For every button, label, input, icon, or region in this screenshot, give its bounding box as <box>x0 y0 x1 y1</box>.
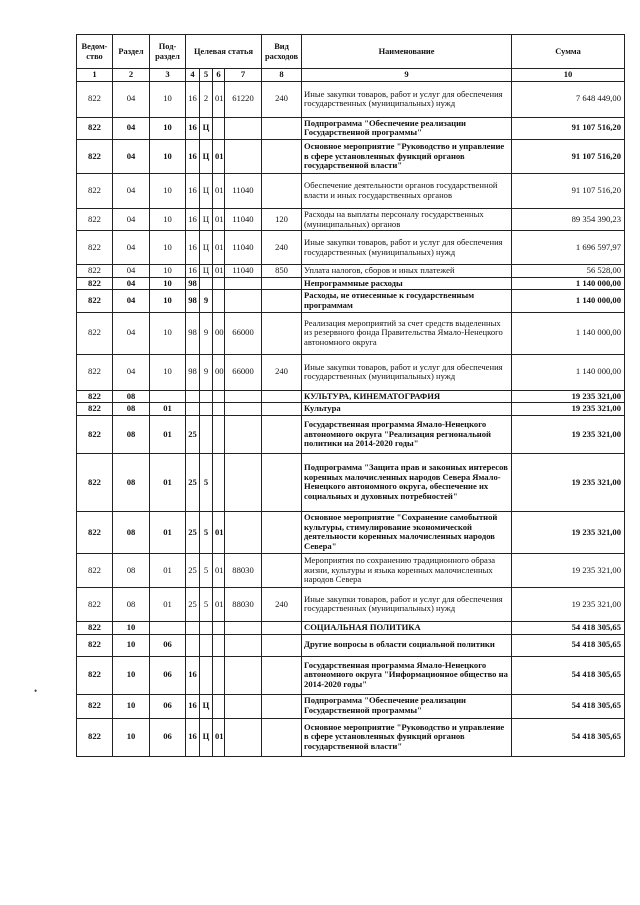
header-tselevaya-statya: Целевая статья <box>186 35 262 69</box>
cell-ts-prog: 16 <box>186 139 200 173</box>
cell-ts-event <box>213 621 225 634</box>
cell-vedomstvo: 822 <box>77 139 113 173</box>
col-number: 5 <box>200 69 213 82</box>
cell-naimenovanie: Подпрограмма "Обеспечение реализации Государственной программы" <box>302 117 512 139</box>
cell-razdel: 10 <box>113 718 150 756</box>
table-row <box>77 634 625 656</box>
cell-razdel: 08 <box>113 415 150 453</box>
cell-ts-prog <box>186 390 200 403</box>
cell-summa: 54 418 305,65 <box>512 621 625 634</box>
cell-ts-prog: 25 <box>186 553 200 587</box>
cell-ts-prog: 16 <box>186 231 200 265</box>
cell-vedomstvo: 822 <box>77 587 113 621</box>
cell-naimenovanie: Реализация мероприятий за счет средств выделенных из резервного фонда Правительства Ямало-Ненецкого автономного округа <box>302 312 512 354</box>
table-row <box>77 208 625 230</box>
cell-ts-sub: Ц <box>200 718 213 756</box>
cell-razdel: 04 <box>113 139 150 173</box>
table-row <box>77 231 625 265</box>
cell-vid-rashodov <box>262 290 302 312</box>
cell-podrazdel: 06 <box>150 718 186 756</box>
cell-ts-prog: 16 <box>186 117 200 139</box>
cell-naimenovanie: Другие вопросы в области социальной политики <box>302 634 512 656</box>
cell-ts-event <box>213 277 225 290</box>
cell-ts-direction <box>225 277 262 290</box>
cell-podrazdel: 10 <box>150 231 186 265</box>
cell-vedomstvo: 822 <box>77 621 113 634</box>
cell-ts-sub: Ц <box>200 139 213 173</box>
cell-vid-rashodov: 240 <box>262 354 302 390</box>
cell-ts-prog: 25 <box>186 511 200 553</box>
table-row <box>77 718 625 756</box>
cell-ts-event: 00 <box>213 312 225 354</box>
cell-vedomstvo: 822 <box>77 208 113 230</box>
header-podrazdel: Под-раздел <box>150 35 186 69</box>
cell-summa: 54 418 305,65 <box>512 634 625 656</box>
cell-summa: 91 107 516,20 <box>512 173 625 208</box>
cell-summa: 1 140 000,00 <box>512 277 625 290</box>
cell-ts-direction: 88030 <box>225 553 262 587</box>
cell-ts-event <box>213 390 225 403</box>
cell-vid-rashodov <box>262 621 302 634</box>
cell-naimenovanie: Подпрограмма "Защита прав и законных интересов коренных малочисленных народов Севера Ямало-Ненецкого автономного округа, обеспечение их социальных и духовных потребностей" <box>302 453 512 511</box>
col-number: 2 <box>113 69 150 82</box>
table-row <box>77 117 625 139</box>
col-number: 1 <box>77 69 113 82</box>
cell-ts-event <box>213 290 225 312</box>
cell-vedomstvo: 822 <box>77 390 113 403</box>
cell-vid-rashodov <box>262 718 302 756</box>
cell-razdel: 04 <box>113 290 150 312</box>
cell-vid-rashodov <box>262 173 302 208</box>
cell-summa: 1 140 000,00 <box>512 312 625 354</box>
cell-ts-sub <box>200 656 213 694</box>
cell-ts-event <box>213 634 225 656</box>
cell-razdel: 04 <box>113 354 150 390</box>
cell-ts-sub: Ц <box>200 694 213 718</box>
cell-podrazdel: 10 <box>150 81 186 117</box>
cell-podrazdel: 01 <box>150 511 186 553</box>
cell-vid-rashodov <box>262 656 302 694</box>
cell-naimenovanie: Основное мероприятие "Сохранение самобытной культуры, стимулирование экономической деятельности коренных малочисленных народов Севера" <box>302 511 512 553</box>
cell-ts-direction <box>225 403 262 416</box>
cell-ts-sub: 2 <box>200 81 213 117</box>
table-row <box>77 656 625 694</box>
cell-ts-event <box>213 415 225 453</box>
cell-vedomstvo: 822 <box>77 312 113 354</box>
budget-table <box>76 34 625 757</box>
cell-ts-direction <box>225 634 262 656</box>
cell-ts-sub <box>200 415 213 453</box>
cell-naimenovanie: Непрограммные расходы <box>302 277 512 290</box>
cell-ts-direction <box>225 117 262 139</box>
cell-podrazdel: 10 <box>150 277 186 290</box>
cell-ts-direction <box>225 390 262 403</box>
col-number: 3 <box>150 69 186 82</box>
cell-ts-event: 01 <box>213 511 225 553</box>
cell-ts-sub: Ц <box>200 265 213 278</box>
scan-speck: • <box>34 686 38 696</box>
cell-podrazdel: 10 <box>150 117 186 139</box>
cell-vid-rashodov <box>262 553 302 587</box>
cell-vid-rashodov: 240 <box>262 81 302 117</box>
cell-vedomstvo: 822 <box>77 231 113 265</box>
cell-vedomstvo: 822 <box>77 290 113 312</box>
cell-vid-rashodov <box>262 634 302 656</box>
header-razdel: Раздел <box>113 35 150 69</box>
cell-summa: 56 528,00 <box>512 265 625 278</box>
cell-ts-prog: 25 <box>186 415 200 453</box>
cell-razdel: 08 <box>113 587 150 621</box>
cell-naimenovanie: Уплата налогов, сборов и иных платежей <box>302 265 512 278</box>
cell-vid-rashodov: 240 <box>262 231 302 265</box>
cell-razdel: 04 <box>113 312 150 354</box>
cell-ts-sub: 5 <box>200 587 213 621</box>
table-row <box>77 415 625 453</box>
cell-summa: 19 235 321,00 <box>512 415 625 453</box>
cell-ts-direction <box>225 415 262 453</box>
cell-summa: 89 354 390,23 <box>512 208 625 230</box>
cell-ts-sub: 9 <box>200 354 213 390</box>
cell-vedomstvo: 822 <box>77 277 113 290</box>
cell-naimenovanie: Подпрограмма "Обеспечение реализации Государственной программы" <box>302 694 512 718</box>
cell-summa: 19 235 321,00 <box>512 403 625 416</box>
cell-summa: 54 418 305,65 <box>512 656 625 694</box>
cell-razdel: 10 <box>113 694 150 718</box>
cell-ts-direction: 11040 <box>225 208 262 230</box>
table-row <box>77 173 625 208</box>
cell-podrazdel: 06 <box>150 634 186 656</box>
cell-vid-rashodov <box>262 403 302 416</box>
cell-ts-sub: 9 <box>200 290 213 312</box>
cell-naimenovanie: Расходы, не отнесенные к государственным программам <box>302 290 512 312</box>
cell-ts-event: 01 <box>213 231 225 265</box>
cell-ts-event <box>213 403 225 416</box>
table-row <box>77 587 625 621</box>
cell-ts-prog: 16 <box>186 208 200 230</box>
cell-ts-event <box>213 694 225 718</box>
cell-ts-prog: 16 <box>186 656 200 694</box>
cell-vid-rashodov <box>262 312 302 354</box>
cell-ts-prog <box>186 634 200 656</box>
cell-summa: 54 418 305,65 <box>512 718 625 756</box>
table-row <box>77 139 625 173</box>
cell-ts-sub <box>200 390 213 403</box>
cell-naimenovanie: Иные закупки товаров, работ и услуг для обеспечения государственных (муниципальных) нужд <box>302 81 512 117</box>
cell-ts-event: 01 <box>213 173 225 208</box>
cell-summa: 19 235 321,00 <box>512 553 625 587</box>
cell-vedomstvo: 822 <box>77 718 113 756</box>
cell-vid-rashodov <box>262 139 302 173</box>
cell-naimenovanie: Культура <box>302 403 512 416</box>
cell-naimenovanie: Иные закупки товаров, работ и услуг для обеспечения государственных (муниципальных) нужд <box>302 354 512 390</box>
cell-razdel: 10 <box>113 634 150 656</box>
cell-summa: 19 235 321,00 <box>512 390 625 403</box>
cell-podrazdel: 10 <box>150 265 186 278</box>
cell-ts-event: 01 <box>213 553 225 587</box>
cell-ts-sub <box>200 634 213 656</box>
cell-ts-direction <box>225 139 262 173</box>
table-row <box>77 694 625 718</box>
cell-ts-event: 00 <box>213 354 225 390</box>
cell-vid-rashodov <box>262 415 302 453</box>
cell-vid-rashodov: 240 <box>262 587 302 621</box>
cell-ts-direction: 66000 <box>225 354 262 390</box>
cell-razdel: 08 <box>113 511 150 553</box>
cell-summa: 91 107 516,20 <box>512 139 625 173</box>
cell-naimenovanie: СОЦИАЛЬНАЯ ПОЛИТИКА <box>302 621 512 634</box>
cell-podrazdel: 01 <box>150 587 186 621</box>
table-row <box>77 553 625 587</box>
cell-vid-rashodov <box>262 511 302 553</box>
cell-ts-event: 01 <box>213 208 225 230</box>
cell-vedomstvo: 822 <box>77 694 113 718</box>
cell-vid-rashodov: 850 <box>262 265 302 278</box>
cell-vedomstvo: 822 <box>77 656 113 694</box>
column-number-row <box>77 69 625 82</box>
cell-podrazdel: 01 <box>150 553 186 587</box>
cell-razdel: 04 <box>113 81 150 117</box>
header-vid-rashodov: Вид расходов <box>262 35 302 69</box>
col-number: 7 <box>225 69 262 82</box>
cell-podrazdel: 10 <box>150 312 186 354</box>
cell-ts-sub: 9 <box>200 312 213 354</box>
cell-podrazdel <box>150 621 186 634</box>
cell-vedomstvo: 822 <box>77 553 113 587</box>
cell-ts-direction <box>225 694 262 718</box>
cell-ts-direction: 88030 <box>225 587 262 621</box>
cell-razdel: 04 <box>113 265 150 278</box>
cell-vedomstvo: 822 <box>77 453 113 511</box>
cell-razdel: 08 <box>113 553 150 587</box>
cell-naimenovanie: Иные закупки товаров, работ и услуг для обеспечения государственных (муниципальных) нужд <box>302 231 512 265</box>
cell-vedomstvo: 822 <box>77 265 113 278</box>
table-row <box>77 265 625 278</box>
cell-naimenovanie: Расходы на выплаты персоналу государственных (муниципальных) органов <box>302 208 512 230</box>
cell-podrazdel <box>150 390 186 403</box>
cell-ts-event <box>213 453 225 511</box>
cell-summa: 19 235 321,00 <box>512 511 625 553</box>
cell-ts-prog: 25 <box>186 587 200 621</box>
cell-ts-prog: 98 <box>186 312 200 354</box>
cell-ts-sub: 5 <box>200 553 213 587</box>
cell-summa: 54 418 305,65 <box>512 694 625 718</box>
cell-razdel: 04 <box>113 231 150 265</box>
cell-razdel: 04 <box>113 208 150 230</box>
cell-razdel: 04 <box>113 277 150 290</box>
cell-ts-direction <box>225 718 262 756</box>
header-vedomstvo: Ведом-ство <box>77 35 113 69</box>
cell-summa: 19 235 321,00 <box>512 587 625 621</box>
cell-vid-rashodov <box>262 453 302 511</box>
cell-podrazdel: 10 <box>150 354 186 390</box>
cell-summa: 7 648 449,00 <box>512 81 625 117</box>
cell-ts-prog: 25 <box>186 453 200 511</box>
cell-ts-prog: 16 <box>186 694 200 718</box>
cell-podrazdel: 10 <box>150 208 186 230</box>
cell-ts-prog: 98 <box>186 277 200 290</box>
cell-naimenovanie: Государственная программа Ямало-Ненецкого автономного округа "Информационное общество на 2014-2020 годы" <box>302 656 512 694</box>
col-number: 8 <box>262 69 302 82</box>
cell-ts-sub: Ц <box>200 231 213 265</box>
cell-vedomstvo: 822 <box>77 511 113 553</box>
cell-ts-direction <box>225 621 262 634</box>
cell-ts-direction <box>225 656 262 694</box>
cell-razdel: 08 <box>113 390 150 403</box>
col-number: 4 <box>186 69 200 82</box>
cell-ts-direction: 66000 <box>225 312 262 354</box>
cell-summa: 1 696 597,97 <box>512 231 625 265</box>
cell-podrazdel: 10 <box>150 290 186 312</box>
cell-naimenovanie: Мероприятия по сохранению традиционного образа жизни, культуры и языка коренных малочисленных народов Севера <box>302 553 512 587</box>
cell-naimenovanie: Государственная программа Ямало-Ненецкого автономного округа "Реализация региональной политики на 2014-2020 годы" <box>302 415 512 453</box>
cell-ts-sub: Ц <box>200 173 213 208</box>
cell-ts-prog: 16 <box>186 173 200 208</box>
cell-vedomstvo: 822 <box>77 415 113 453</box>
cell-vid-rashodov <box>262 277 302 290</box>
cell-naimenovanie: КУЛЬТУРА, КИНЕМАТОГРАФИЯ <box>302 390 512 403</box>
cell-ts-direction <box>225 453 262 511</box>
cell-ts-prog: 16 <box>186 81 200 117</box>
col-number: 10 <box>512 69 625 82</box>
cell-razdel: 04 <box>113 117 150 139</box>
cell-ts-event <box>213 117 225 139</box>
cell-ts-sub <box>200 621 213 634</box>
table-row <box>77 277 625 290</box>
cell-ts-direction: 11040 <box>225 173 262 208</box>
table-row <box>77 354 625 390</box>
cell-ts-direction: 61220 <box>225 81 262 117</box>
cell-podrazdel: 06 <box>150 656 186 694</box>
cell-podrazdel: 01 <box>150 415 186 453</box>
cell-vedomstvo: 822 <box>77 117 113 139</box>
cell-summa: 1 140 000,00 <box>512 290 625 312</box>
cell-vedomstvo: 822 <box>77 634 113 656</box>
cell-podrazdel: 01 <box>150 453 186 511</box>
cell-razdel: 10 <box>113 656 150 694</box>
cell-podrazdel: 10 <box>150 173 186 208</box>
cell-razdel: 10 <box>113 621 150 634</box>
cell-podrazdel: 06 <box>150 694 186 718</box>
cell-razdel: 08 <box>113 403 150 416</box>
cell-ts-prog: 98 <box>186 290 200 312</box>
cell-vid-rashodov <box>262 390 302 403</box>
cell-vid-rashodov: 120 <box>262 208 302 230</box>
cell-ts-event: 01 <box>213 587 225 621</box>
table-row <box>77 621 625 634</box>
cell-ts-sub <box>200 277 213 290</box>
table-row <box>77 81 625 117</box>
table-row <box>77 312 625 354</box>
cell-naimenovanie: Основное мероприятие "Руководство и управление в сфере установленных функций органов государственной власти" <box>302 139 512 173</box>
table-row <box>77 511 625 553</box>
table-row <box>77 403 625 416</box>
cell-razdel: 04 <box>113 173 150 208</box>
cell-ts-sub <box>200 403 213 416</box>
cell-ts-event: 01 <box>213 81 225 117</box>
cell-ts-prog <box>186 403 200 416</box>
cell-ts-prog: 98 <box>186 354 200 390</box>
cell-ts-direction <box>225 511 262 553</box>
cell-ts-event: 01 <box>213 265 225 278</box>
cell-ts-sub: 5 <box>200 511 213 553</box>
col-number: 9 <box>302 69 512 82</box>
table-row <box>77 453 625 511</box>
cell-ts-event: 01 <box>213 718 225 756</box>
cell-naimenovanie: Иные закупки товаров, работ и услуг для обеспечения государственных (муниципальных) нужд <box>302 587 512 621</box>
header-summa: Сумма <box>512 35 625 69</box>
cell-podrazdel: 10 <box>150 139 186 173</box>
cell-summa: 1 140 000,00 <box>512 354 625 390</box>
cell-summa: 19 235 321,00 <box>512 453 625 511</box>
cell-ts-prog: 16 <box>186 718 200 756</box>
cell-ts-prog <box>186 621 200 634</box>
cell-naimenovanie: Основное мероприятие "Руководство и управление в сфере установленных функций органов государственной власти" <box>302 718 512 756</box>
cell-ts-sub: Ц <box>200 117 213 139</box>
cell-podrazdel: 01 <box>150 403 186 416</box>
cell-vid-rashodov <box>262 694 302 718</box>
cell-ts-direction: 11040 <box>225 231 262 265</box>
table-row <box>77 290 625 312</box>
cell-ts-direction: 11040 <box>225 265 262 278</box>
cell-vedomstvo: 822 <box>77 403 113 416</box>
header-naimenovanie: Наименование <box>302 35 512 69</box>
cell-vedomstvo: 822 <box>77 354 113 390</box>
cell-ts-sub: Ц <box>200 208 213 230</box>
cell-vedomstvo: 822 <box>77 173 113 208</box>
cell-ts-prog: 16 <box>186 265 200 278</box>
cell-razdel: 08 <box>113 453 150 511</box>
table-header-row <box>77 35 625 69</box>
cell-vid-rashodov <box>262 117 302 139</box>
cell-ts-event: 01 <box>213 139 225 173</box>
cell-summa: 91 107 516,20 <box>512 117 625 139</box>
cell-ts-sub: 5 <box>200 453 213 511</box>
cell-ts-direction <box>225 290 262 312</box>
cell-ts-event <box>213 656 225 694</box>
cell-naimenovanie: Обеспечение деятельности органов государственной власти и иных государственных органов <box>302 173 512 208</box>
cell-vedomstvo: 822 <box>77 81 113 117</box>
col-number: 6 <box>213 69 225 82</box>
table-row <box>77 390 625 403</box>
